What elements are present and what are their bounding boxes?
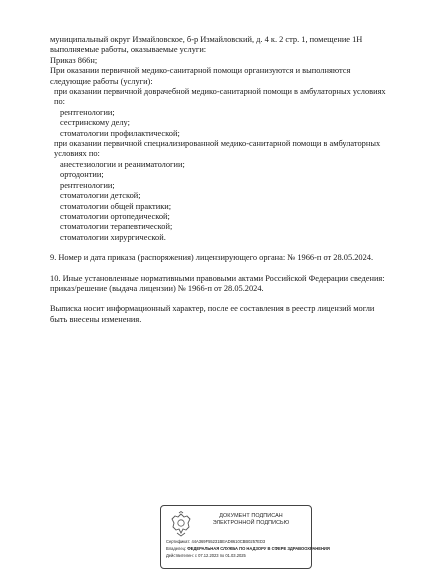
list-item: рентгенологии; [60, 107, 115, 117]
coat-of-arms-icon [169, 511, 193, 537]
list-item: сестринскому делу; [60, 118, 130, 128]
primary-care-heading: При оказании первичной медико-санитарной помощи организуются и выполняются следующие работы (услуги): [50, 66, 351, 86]
order-reference: Приказ 866н; [50, 55, 98, 65]
validity-line: Действителен: с 07.12.2023 по 01.03.2025 [166, 553, 246, 558]
footnote: Выписка носит информационный характер, после ее составления в реестр лицензий могли быть внесены изменения. [50, 304, 375, 324]
certificate-line: Сертификат: 44A369F55231BEAD8610CBB0257ED3 [166, 539, 266, 544]
address-line: муниципальный округ Измайловское, б-р Измайловский, д. 4 к. 2 стр. 1, помещение 1Н [50, 35, 363, 44]
list-item: стоматологии ортопедической; [60, 211, 170, 221]
owner-line: Владелец: ФЕДЕРАЛЬНАЯ СЛУЖБА ПО НАДЗОРУ В СФЕРЕ ЗДРАВООХРАНЕНИЯ [166, 546, 330, 551]
list-item: стоматологии хирургической. [60, 232, 166, 242]
services-heading: выполняемые работы, оказываемые услуги: [50, 45, 207, 55]
list-item: стоматологии терапевтической; [60, 222, 173, 232]
signature-stamp [160, 505, 330, 569]
specialized-care-heading: при оказании первичной специализированной медико-санитарной помощи в амбулаторных условиях по: [54, 139, 381, 159]
list-item: ортодонтии; [60, 170, 104, 180]
stamp-title: ДОКУМЕНТ ПОДПИСАН ЭЛЕКТРОННОЙ ПОДПИСЬЮ [212, 513, 290, 526]
item-9: 9. Номер и дата приказа (распоряжения) лицензирующего органа: № 1966-п от 28.05.2024. [50, 253, 374, 263]
prehospital-care-heading: при оказании первичной доврачебной медико-санитарной помощи в амбулаторных условиях по: [54, 87, 386, 107]
list-item: стоматологии детской; [60, 191, 141, 201]
item-10: 10. Иные установленные нормативными правовыми актами Российской Федерации сведения: приказ/решение (выдача лицензии) № 1966-п от 28.05.2024. [50, 273, 385, 293]
list-item: рентгенологии; [60, 180, 115, 190]
list-item: стоматологии общей практики; [60, 201, 172, 211]
list-item: анестезиологии и реаниматологии; [60, 159, 185, 169]
list-item: стоматологии профилактической; [60, 128, 180, 138]
document-body [50, 35, 390, 325]
